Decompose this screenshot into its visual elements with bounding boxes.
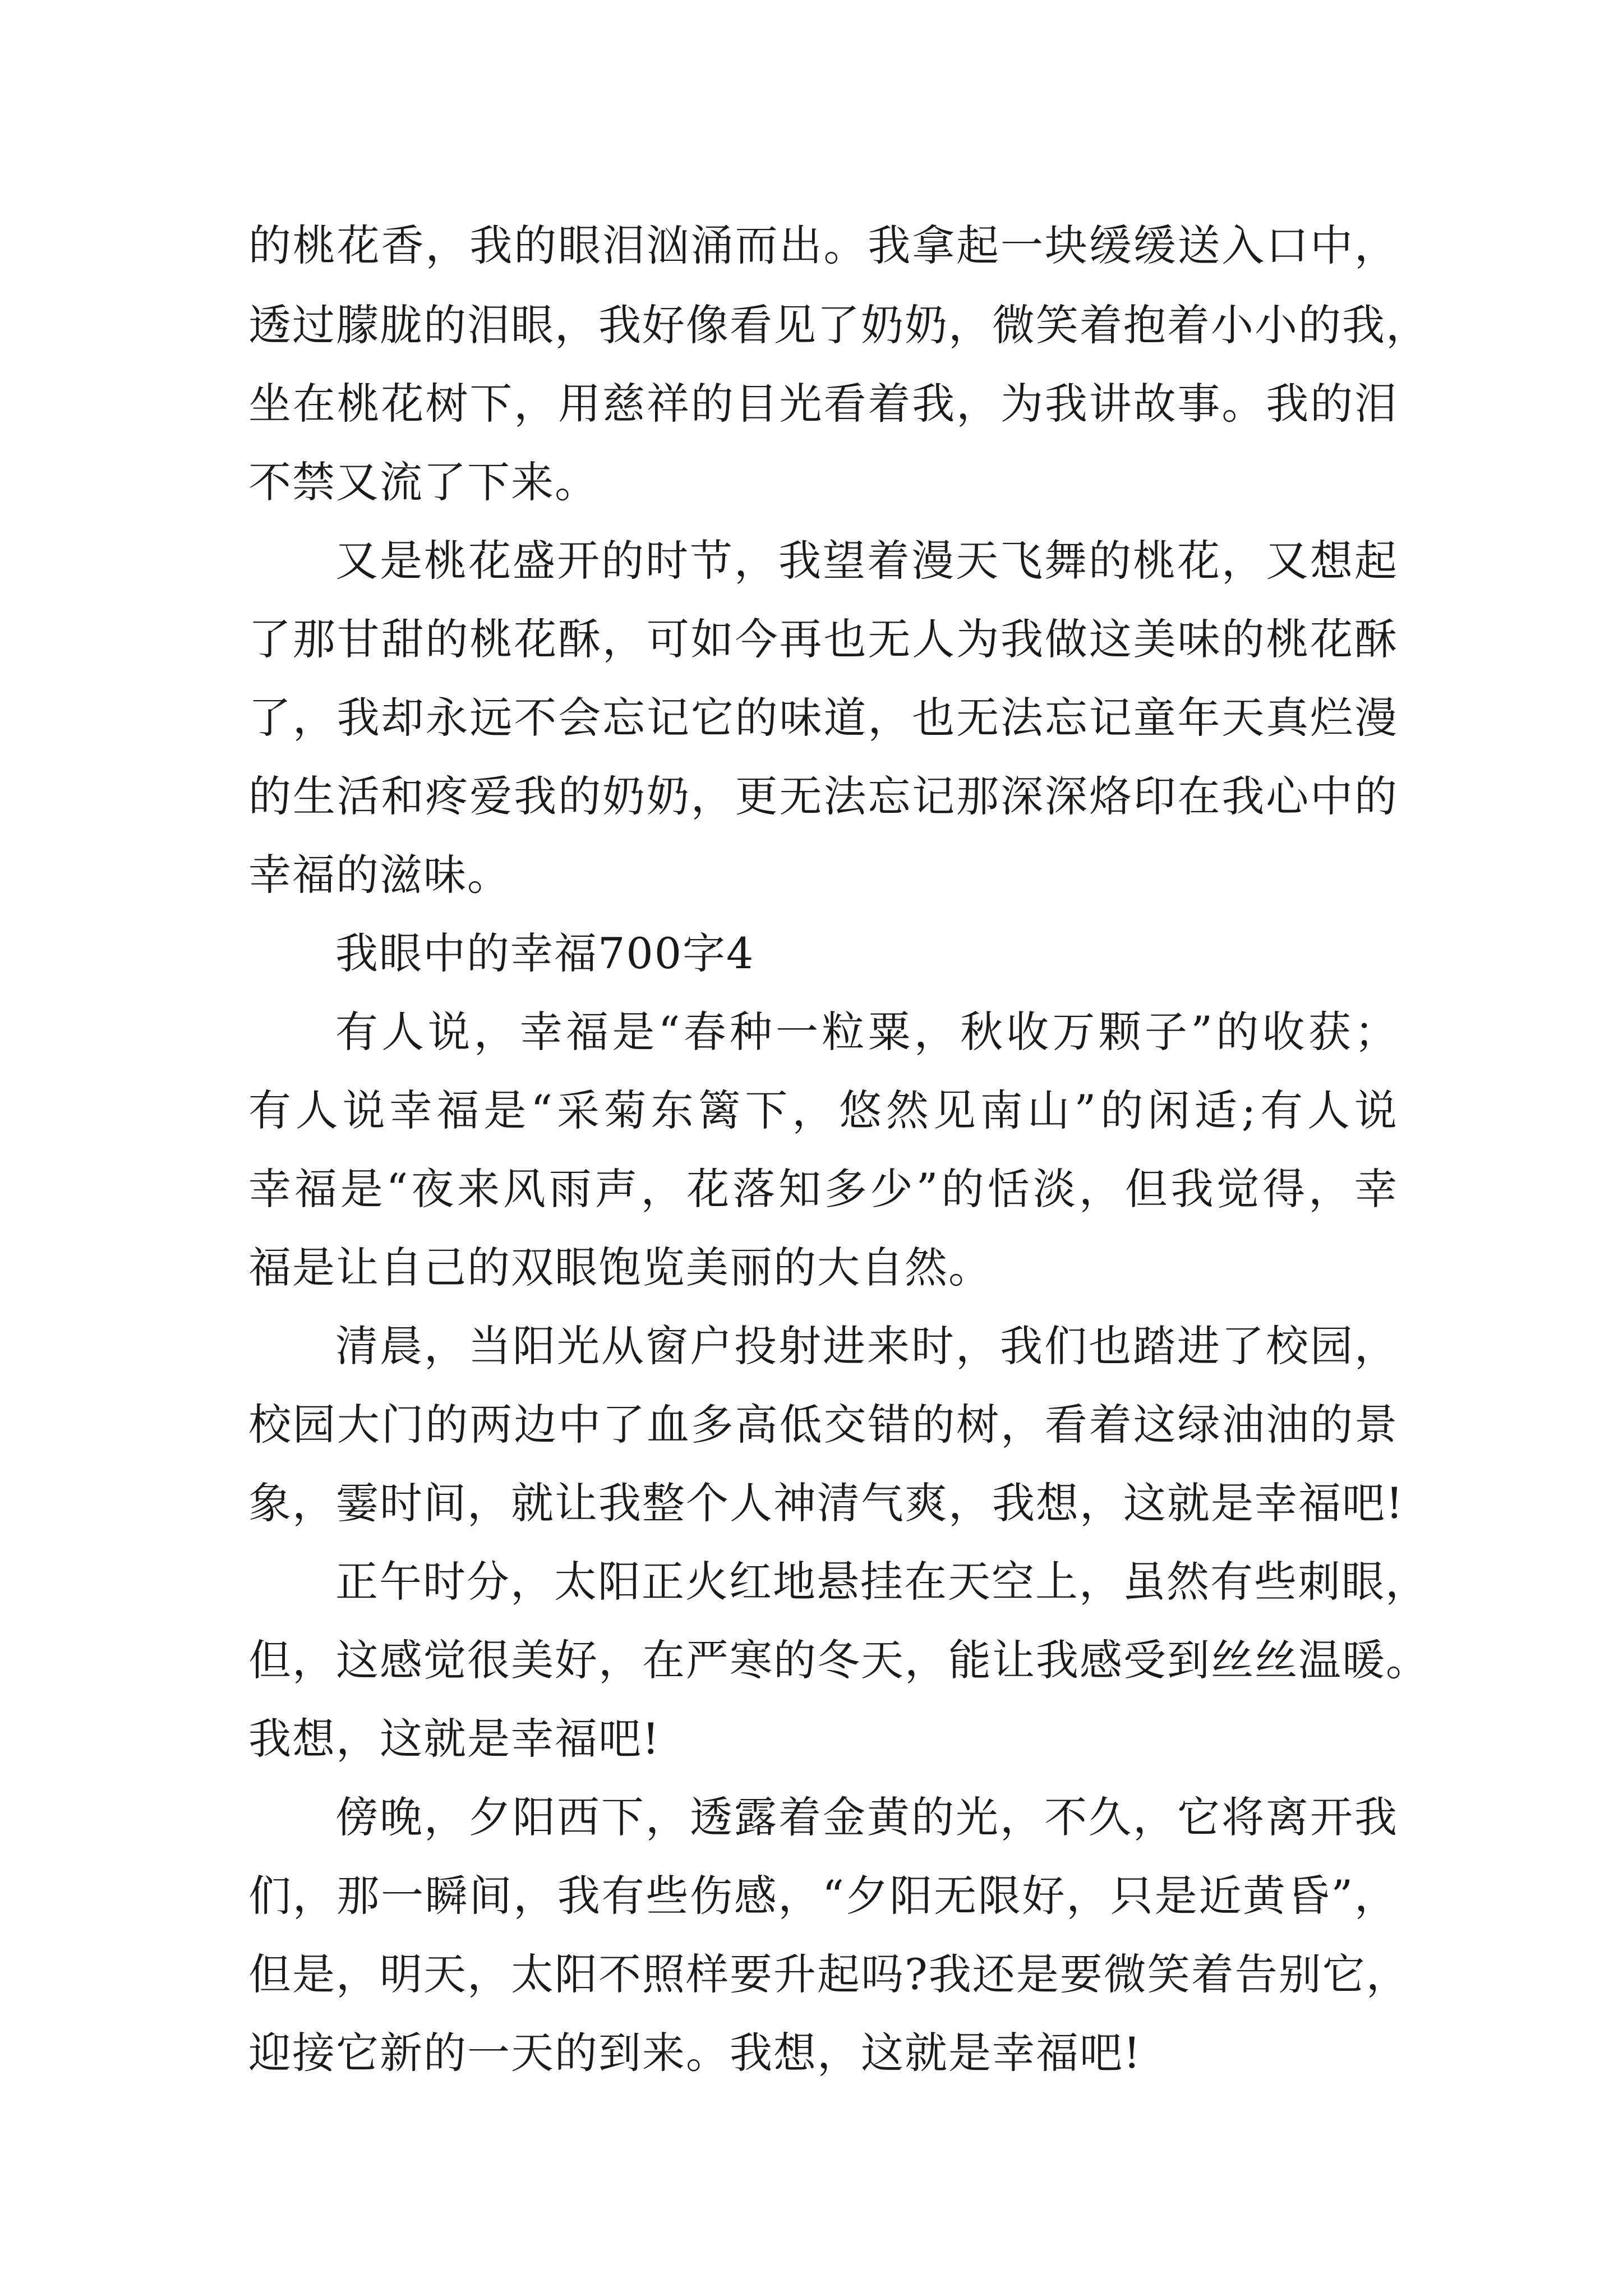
- text-line: 幸福的滋味。: [248, 850, 511, 900]
- paragraph-first-line: 又是桃花盛开的时节，我望着漫天飞舞的桃花，又想起: [335, 536, 1398, 586]
- paragraph-first-line: 正午时分，太阳正火红地悬挂在天空上，虽然有些刺眼，: [335, 1557, 1429, 1607]
- text-line: 的生活和疼爱我的奶奶，更无法忘记那深深烙印在我心中的: [248, 771, 1398, 821]
- text-line: 校园大门的两边中了血多高低交错的树，看着这绿油油的景: [248, 1400, 1398, 1450]
- paragraph-first-line: 傍晚，夕阳西下，透露着金黄的光，不久，它将离开我: [335, 1792, 1398, 1842]
- text-line: 了那甘甜的桃花酥，可如今再也无人为我做这美味的桃花酥: [248, 614, 1398, 664]
- section-heading: 我眼中的幸福700字4: [335, 928, 755, 978]
- paragraph-first-line: 有人说，幸福是“春种一粒粟，秋收万颗子”的收获；: [335, 1007, 1398, 1057]
- text-line: 我想，这就是幸福吧!: [248, 1714, 661, 1764]
- text-line: 的桃花香，我的眼泪汹涌而出。我拿起一块缓缓送入口中，: [248, 220, 1398, 270]
- text-line: 有人说幸福是“采菊东篱下，悠然见南山”的闲适;有人说: [248, 1085, 1398, 1135]
- text-line: 幸福是“夜来风雨声，花落知多少”的恬淡，但我觉得，幸: [248, 1164, 1398, 1214]
- text-line: 但，这感觉很美好，在严寒的冬天，能让我感受到丝丝温暖。: [248, 1635, 1430, 1685]
- text-line: 福是让自己的双眼饱览美丽的大自然。: [248, 1243, 992, 1292]
- text-line: 们，那一瞬间，我有些伤感，“夕阳无限好，只是近黄昏”，: [248, 1871, 1398, 1921]
- text-line: 但是，明天，太阳不照样要升起吗?我还是要微笑着告别它，: [248, 1949, 1410, 1999]
- text-line: 不禁又流了下来。: [248, 457, 598, 507]
- paragraph-first-line: 清晨，当阳光从窗户投射进来时，我们也踏进了校园，: [335, 1321, 1398, 1371]
- text-line: 迎接它新的一天的到来。我想，这就是幸福吧!: [248, 2028, 1142, 2078]
- text-line: 象，霎时间，就让我整个人神清气爽，我想，这就是幸福吧!: [248, 1478, 1404, 1528]
- text-line: 了，我却永远不会忘记它的味道，也无法忘记童年天真烂漫: [248, 693, 1398, 743]
- text-line: 透过朦胧的泪眼，我好像看见了奶奶，微笑着抱着小小的我，: [248, 300, 1430, 350]
- text-line: 坐在桃花树下，用慈祥的目光看着我，为我讲故事。我的泪: [248, 379, 1398, 429]
